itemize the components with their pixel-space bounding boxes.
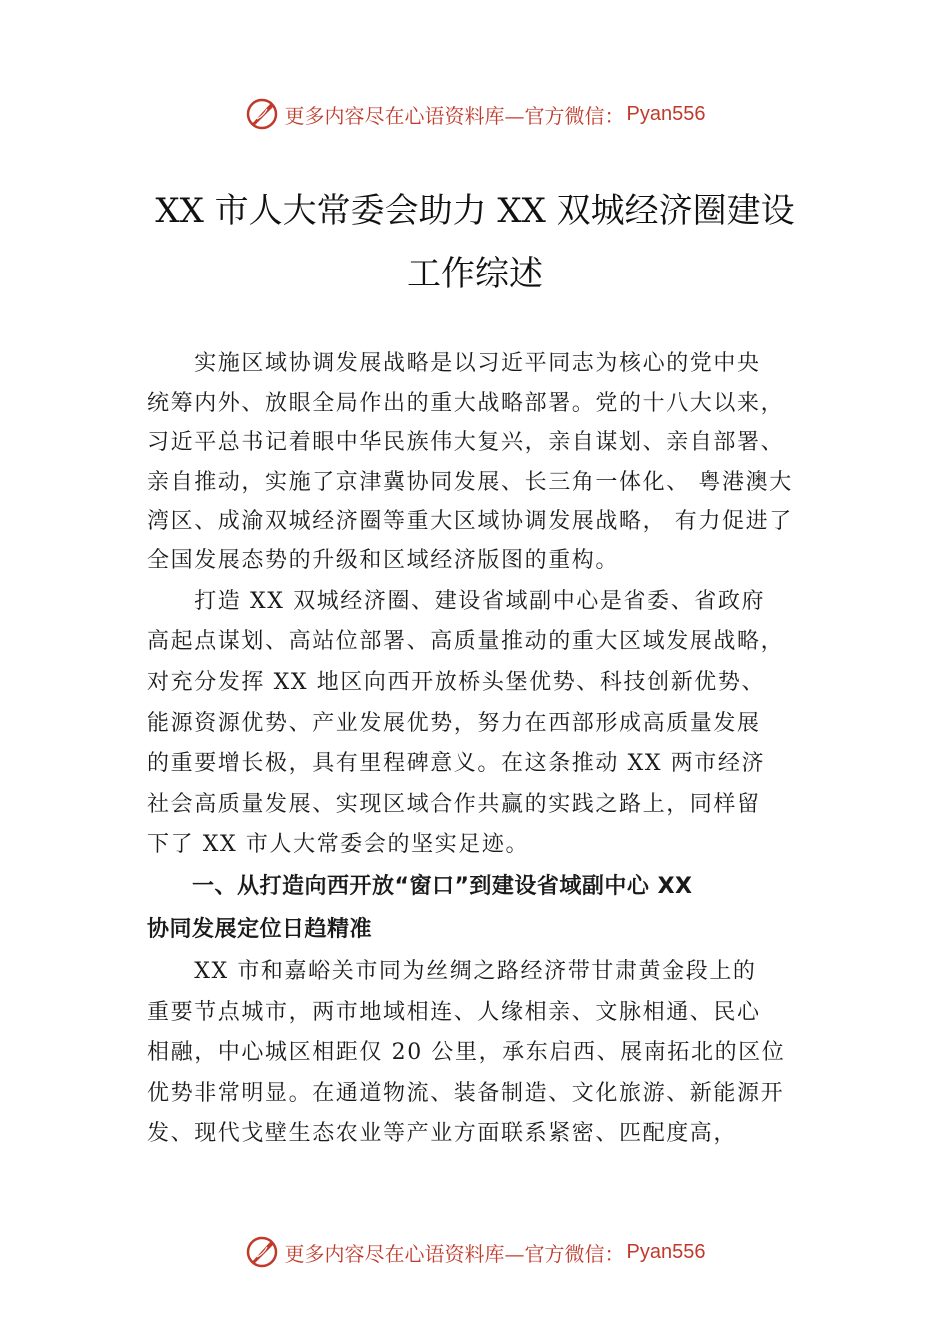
body-line: 打造 XX 双城经济圈、建设省域副中心是省委、省政府 xyxy=(147,589,766,614)
body-line: 全国发展态势的升级和区域经济版图的重构。 xyxy=(147,548,620,573)
body-line: 习近平总书记着眼中华民族伟大复兴，亲自谋划、亲自部署、 xyxy=(147,430,785,455)
quill-seal-icon xyxy=(245,97,279,131)
body-line: 湾区、成渝双城经济圈等重大区域协调发展战略， 有力促进了 xyxy=(147,509,793,534)
section-heading-line-1: 一、从打造向西开放“窗口”到建设省域副中心 XX xyxy=(147,874,693,899)
watermark-banner-top xyxy=(0,94,950,134)
section-heading-line-2: 协同发展定位日趋精准 xyxy=(147,917,373,942)
body-line: XX 市和嘉峪关市同为丝绸之路经济带甘肃黄金段上的 xyxy=(147,959,757,984)
quill-seal-icon xyxy=(245,1235,279,1269)
body-line: 高起点谋划、高站位部署、高质量推动的重大区域发展战略， xyxy=(147,629,785,654)
body-line: 对充分发挥 XX 地区向西开放桥头堡优势、科技创新优势、 xyxy=(147,670,766,695)
body-line: 下了 XX 市人大常委会的坚实足迹。 xyxy=(147,832,530,857)
body-line: 统筹内外、放眼全局作出的重大战略部署。党的十八大以来， xyxy=(147,391,785,416)
body-line: 亲自推动，实施了京津冀协同发展、长三角一体化、 粤港澳大 xyxy=(147,470,793,495)
body-line: 发、现代戈壁生态农业等产业方面联系紧密、匹配度高， xyxy=(147,1121,738,1146)
body-line: 实施区域协调发展战略是以习近平同志为核心的党中央 xyxy=(147,351,761,376)
body-line: 能源资源优势、产业发展优势，努力在西部形成高质量发展 xyxy=(147,711,761,736)
watermark-wechat-id: Pyan556 xyxy=(626,1240,706,1263)
body-line: 优势非常明显。在通道物流、装备制造、文化旅游、新能源开 xyxy=(147,1081,785,1106)
document-title-line-1: XX 市人大常委会助力 XX 双城经济圈建设 xyxy=(155,191,795,231)
watermark-text: 更多内容尽在心语资料库—官方微信： xyxy=(284,103,625,128)
body-line: 重要节点城市，两市地域相连、人缘相亲、文脉相通、民心 xyxy=(147,1000,761,1025)
body-line: 相融，中心城区相距仅 20 公里，承东启西、展南拓北的区位 xyxy=(147,1040,786,1065)
body-line: 社会高质量发展、实现区域合作共赢的实践之路上，同样留 xyxy=(147,792,761,817)
watermark-text: 更多内容尽在心语资料库—官方微信： xyxy=(284,1241,625,1266)
watermark-wechat-id: Pyan556 xyxy=(626,102,706,125)
document-title-line-2: 工作综述 xyxy=(407,254,543,294)
watermark-banner-bottom xyxy=(0,1232,950,1272)
body-line: 的重要增长极，具有里程碑意义。在这条推动 XX 两市经济 xyxy=(147,751,766,776)
